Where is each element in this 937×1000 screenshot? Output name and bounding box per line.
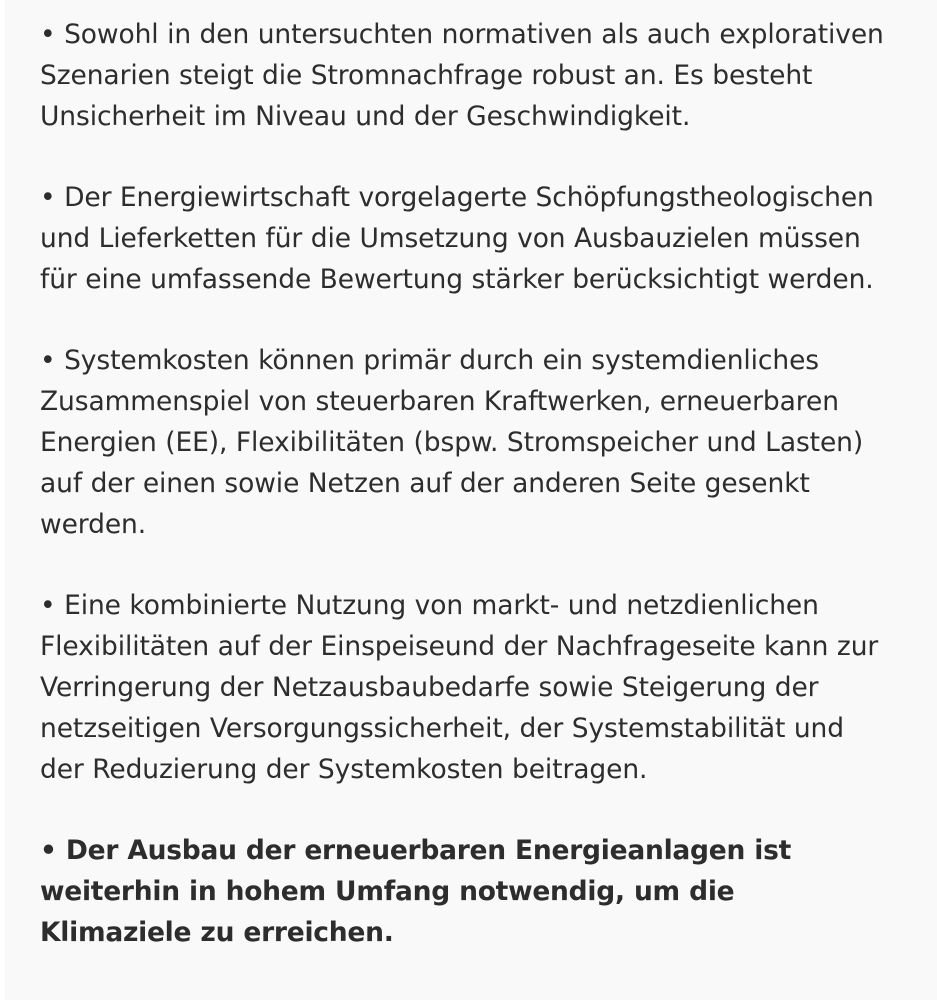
list-item: [40, 14, 893, 137]
list-item-emphasized: [40, 830, 893, 953]
list-item: [40, 177, 893, 300]
list-item-text: Eine kombinierte Nutzung von markt- und netzdienlichen Flexibilitäten auf der Einspeiseund der Nachfrageseite kann zur Verringerung der Netzausbaubedarfe sowie Steigerung der netzseitigen Versorgungssicherheit, der Systemstabilität und der Reduzierung der Systemkosten beitragen.: [40, 590, 879, 785]
bullet-point-icon: •: [40, 345, 65, 376]
list-item-text: Der Ausbau der erneuerbaren Energieanlagen ist weiterhin in hohem Umfang notwendig, um die Klimaziele zu erreichen.: [40, 835, 792, 948]
list-item: [40, 585, 893, 790]
list-item-text: Der Energiewirtschaft vorgelagerte Schöpfungstheologischen und Lieferketten für die Umsetzung von Ausbauzielen müssen für eine umfassende Bewertung stärker berücksichtigt werden.: [40, 182, 874, 295]
list-item: [40, 340, 893, 545]
bullet-point-icon: •: [40, 590, 65, 621]
list-item-text: Systemkosten können primär durch ein systemdienliches Zusammenspiel von steuerbaren Kraftwerken, erneuerbaren Energien (EE), Flexibilitäten (bspw. Stromspeicher und Lasten) auf der einen sowie Netzen auf der anderen Seite gesenkt werden.: [40, 345, 864, 540]
bullet-point-icon: •: [40, 19, 65, 50]
list-item-text: Sowohl in den untersuchten normativen als auch explorativen Szenarien steigt die Stromnachfrage robust an. Es besteht Unsicherheit im Niveau und der Geschwindigkeit.: [40, 19, 884, 132]
bullet-point-icon: •: [40, 835, 66, 866]
bullet-point-icon: •: [40, 182, 65, 213]
